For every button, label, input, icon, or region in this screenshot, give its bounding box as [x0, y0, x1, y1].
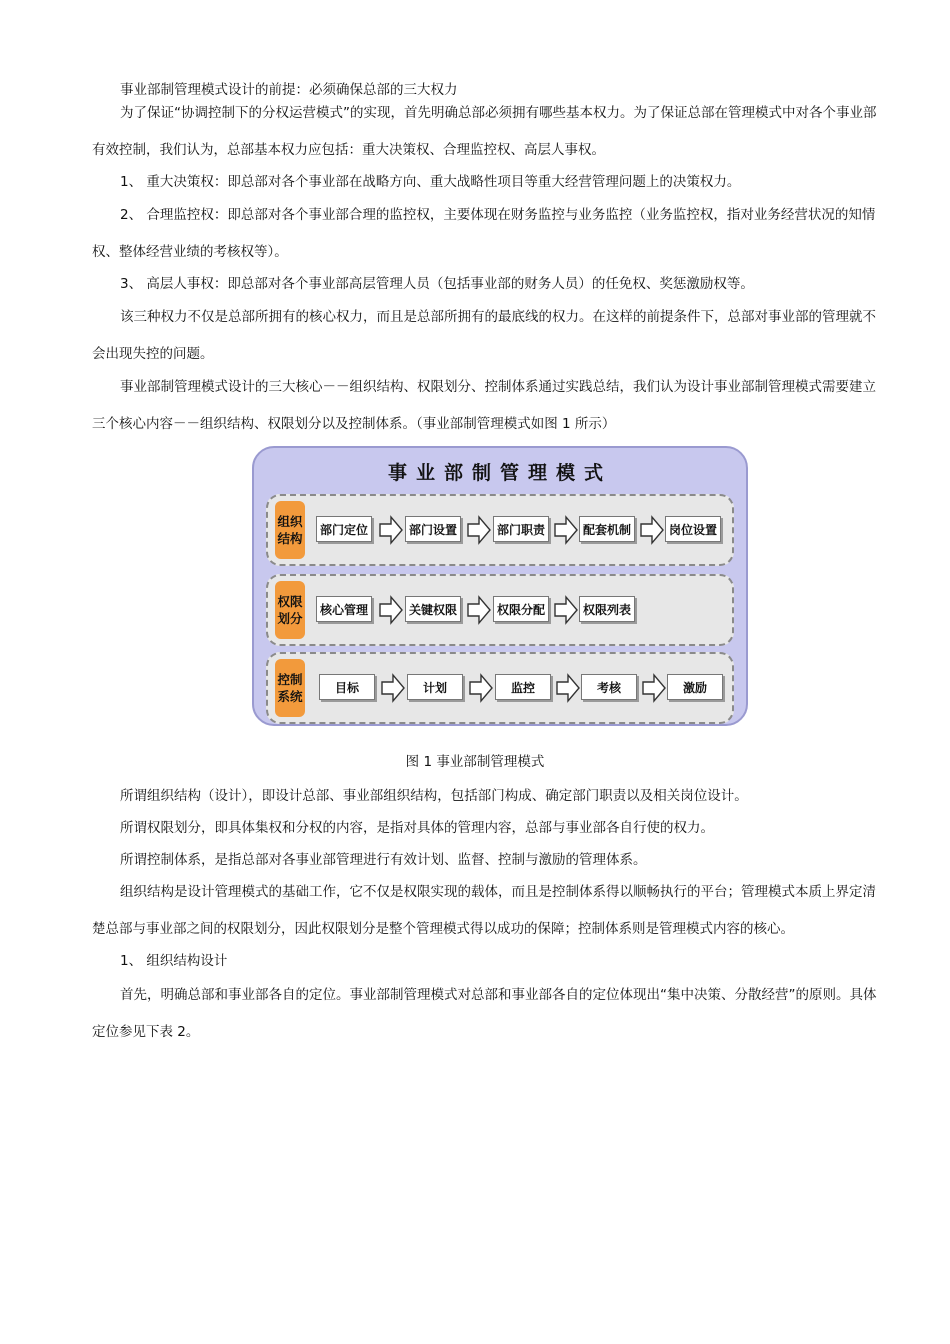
arrow-right-icon — [642, 673, 666, 703]
paragraph-three-cores: 事业部制管理模式设计的三大核心－－组织结构、权限划分、控制体系通过实践总结，我们认为设计事业部制管理模式需要建立三个核心内容－－组织结构、权限划分以及控制体系。（事业部制管理模式如图 1 所示） — [92, 379, 876, 432]
paragraph-core-powers: 该三种权力不仅是总部所拥有的核心权力，而且是总部所拥有的最底线的权力。在这样的前提条件下，总部对事业部的管理就不会出现失控的问题。 — [92, 309, 876, 362]
row-label-control: 控制系统 — [275, 659, 305, 717]
list-item-monitoring-power: 2、 合理监控权：即总部对各个事业部合理的监控权，主要体现在财务监控与业务监控（业务监控权，指对业务经营状况的知情权、整体经营业绩的考核权等）。 — [92, 207, 876, 260]
diagram-box: 部门职责 — [493, 516, 549, 542]
diagram-title: 事业部制管理模式 — [387, 462, 612, 484]
diagram-box: 核心管理 — [316, 596, 372, 622]
paragraph-intro: 为了保证“协调控制下的分权运营模式”的实现，首先明确总部必须拥有哪些基本权力。为了保证总部在管理模式中对各个事业部有效控制，我们认为，总部基本权力应包括：重大决策权、合理监控权、高层人事权。 — [92, 105, 877, 158]
arrow-right-icon — [381, 673, 405, 703]
diagram-box: 激励 — [667, 674, 723, 700]
diagram-box: 岗位设置 — [665, 516, 721, 542]
management-model-diagram — [252, 446, 748, 726]
diagram-box: 部门设置 — [405, 516, 461, 542]
arrow-right-icon — [467, 515, 491, 545]
section-heading-org-design: 1、 组织结构设计 — [120, 953, 228, 969]
diagram-box: 配套机制 — [579, 516, 635, 542]
row-label-organization: 组织结构 — [275, 501, 305, 559]
arrow-right-icon — [379, 515, 403, 545]
arrow-right-icon — [554, 595, 578, 625]
arrow-right-icon — [640, 515, 664, 545]
paragraph-relationship: 组织结构是设计管理模式的基础工作，它不仅是权限实现的载体，而且是控制体系得以顺畅执行的平台；管理模式本质上界定清楚总部与事业部之间的权限划分，因此权限划分是整个管理模式得以成功的保障；控制体系则是管理模式内容的核心。 — [92, 884, 876, 937]
diagram-box: 权限分配 — [493, 596, 549, 622]
arrow-right-icon — [556, 673, 580, 703]
list-item-personnel-power: 3、 高层人事权：即总部对各个事业部高层管理人员（包括事业部的财务人员）的任免权、奖惩激励权等。 — [120, 276, 754, 292]
paragraph-control-def: 所谓控制体系，是指总部对各事业部管理进行有效计划、监督、控制与激励的管理体系。 — [120, 852, 647, 868]
diagram-box: 关键权限 — [405, 596, 461, 622]
list-item-decision-power: 1、 重大决策权：即总部对各个事业部在战略方向、重大战略性项目等重大经营管理问题上的决策权力。 — [120, 174, 741, 190]
diagram-box: 计划 — [407, 674, 463, 700]
arrow-right-icon — [379, 595, 403, 625]
row-label-authority: 权限划分 — [275, 581, 305, 639]
diagram-row-organization — [266, 494, 734, 566]
paragraph-positioning: 首先，明确总部和事业部各自的定位。事业部制管理模式对总部和事业部各自的定位体现出“集中决策、分散经营”的原则。具体定位参见下表 2。 — [92, 987, 877, 1040]
section-heading-premise: 事业部制管理模式设计的前提：必须确保总部的三大权力 — [120, 82, 458, 98]
diagram-box: 目标 — [319, 674, 375, 700]
paragraph-org-structure-def: 所谓组织结构（设计），即设计总部、事业部组织结构，包括部门构成、确定部门职责以及相关岗位设计。 — [120, 788, 748, 804]
paragraph-authority-def: 所谓权限划分，即具体集权和分权的内容，是指对具体的管理内容，总部与事业部各自行使的权力。 — [120, 820, 714, 836]
diagram-row-control — [266, 652, 734, 724]
diagram-box: 考核 — [581, 674, 637, 700]
diagram-box: 监控 — [495, 674, 551, 700]
diagram-box: 部门定位 — [316, 516, 372, 542]
arrow-right-icon — [554, 515, 578, 545]
arrow-right-icon — [467, 595, 491, 625]
diagram-box: 权限列表 — [579, 596, 635, 622]
arrow-right-icon — [469, 673, 493, 703]
figure-caption: 图 1 事业部制管理模式 — [405, 754, 545, 770]
diagram-row-authority — [266, 574, 734, 646]
